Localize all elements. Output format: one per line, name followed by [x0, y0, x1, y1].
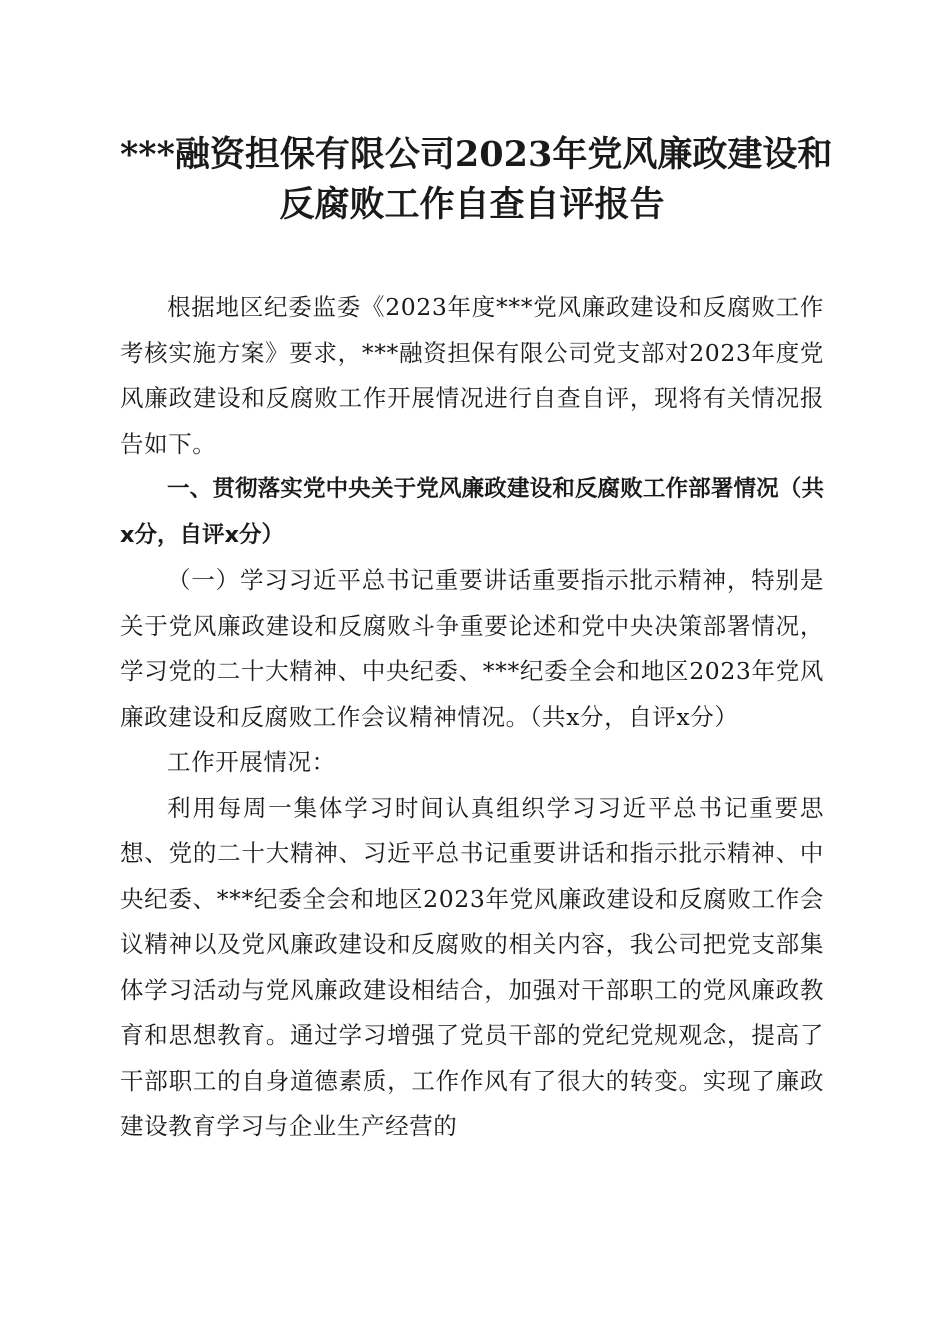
section-1-heading: 一、贯彻落实党中央关于党风廉政建设和反腐败工作部署情况（共x分，自评x分） [120, 476, 824, 548]
title-line-1: ***融资担保有限公司2023年党风廉政建设和 [120, 134, 833, 175]
document-page [120, 130, 833, 1150]
document-title [120, 130, 833, 230]
title-line-2: 反腐败工作自查自评报告 [279, 184, 665, 225]
work-status-label: 工作开展情况： [167, 748, 336, 776]
subsection-1-paragraph: （一）学习习近平总书记重要讲话重要指示批示精神，特别是关于党风廉政建设和反腐败斗争重要论述和党中央决策部署情况，学习党的二十大精神、中央纪委、***纪委全会和地区2023年党风廉政建设和反腐败工作会议精神情况。（共x分，自评x分） [120, 566, 824, 731]
intro-paragraph: 根据地区纪委监委《2023年度***党风廉政建设和反腐败工作考核实施方案》要求，***融资担保有限公司党支部对2023年度党风廉政建设和反腐败工作开展情况进行自查自评，现将有关情况报告如下。 [120, 293, 824, 458]
title-spacer [120, 230, 824, 285]
work-status-paragraph: 利用每周一集体学习时间认真组织学习习近平总书记重要思想、党的二十大精神、习近平总书记重要讲话和指示批示精神、中央纪委、***纪委全会和地区2023年党风廉政建设和反腐败工作会议精神以及党风廉政建设和反腐败的相关内容，我公司把党支部集体学习活动与党风廉政建设相结合，加强对干部职工的党风廉政教育和思想教育。通过学习增强了党员干部的党纪党规观念，提高了干部职工的自身道德素质，工作作风有了很大的转变。实现了廉政建设教育学习与企业生产经营的 [120, 793, 824, 1140]
